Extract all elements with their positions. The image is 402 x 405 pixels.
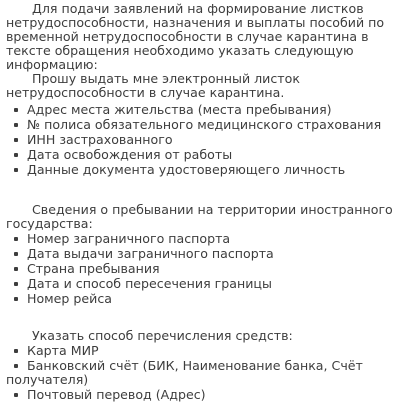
intro-line: временной нетрудоспособности в случае карантина в: [6, 29, 369, 44]
bullet-icon: [14, 153, 18, 157]
list-item: [27, 359, 363, 373]
bullet-icon: [14, 252, 18, 256]
payment-heading: Указать способ перечисления средств:: [32, 328, 293, 343]
list-item: [27, 232, 230, 246]
bullet-icon: [14, 349, 18, 353]
abroad-heading-line: государства:: [6, 216, 93, 231]
bullet-icon: [14, 393, 18, 397]
list-item-text: Банковский счёт (БИК, Наименование банка, Счёт: [27, 358, 363, 373]
list-item-text: Почтовый перевод (Адрес): [27, 387, 206, 402]
list-item-text: Номер заграничного паспорта: [27, 231, 231, 246]
bullet-icon: [14, 138, 18, 142]
intro-line: информацию:: [6, 57, 98, 72]
bullet-icon: [14, 297, 18, 301]
list-item: [27, 388, 206, 402]
list-item-text: Дата освобождения от работы: [27, 147, 233, 162]
list-item-text: Номер рейса: [27, 291, 112, 306]
list-item-continuation: получателя): [6, 372, 89, 387]
list-item: [27, 247, 274, 261]
request-line: нетрудоспособности в случае карантина.: [6, 85, 285, 100]
bullet-icon: [14, 267, 18, 271]
list-item: [27, 103, 332, 117]
intro-line: тексте обращения необходимо указать следующую: [6, 43, 354, 58]
list-item-text: Дата и способ пересечения границы: [27, 276, 272, 291]
bullet-icon: [14, 168, 18, 172]
list-item-text: ИНН застрахованного: [27, 132, 173, 147]
intro-line: Для подачи заявлений на формирование листков: [32, 1, 364, 16]
bullet-icon: [14, 123, 18, 127]
list-item: [27, 292, 112, 306]
request-line: Прошу выдать мне электронный листок: [32, 71, 300, 86]
list-item-text: № полиса обязательного медицинского страхования: [27, 117, 382, 132]
list-item-text: Адрес места жительства (места пребывания): [27, 102, 332, 117]
list-item: [27, 163, 345, 177]
list-item-text: Дата выдачи заграничного паспорта: [27, 246, 274, 261]
list-item-text: Данные документа удостоверяющего личность: [27, 162, 346, 177]
intro-line: нетрудоспособности, назначения и выплаты пособий по: [6, 15, 385, 30]
list-item: [27, 344, 99, 358]
bullet-icon: [14, 108, 18, 112]
list-item-text: Карта МИР: [27, 343, 99, 358]
list-item: [27, 148, 232, 162]
bullet-icon: [14, 282, 18, 286]
list-item: [27, 133, 173, 147]
list-item-text: Страна пребывания: [27, 261, 160, 276]
bullet-icon: [14, 237, 18, 241]
abroad-heading-line: Сведения о пребывании на территории иностранного: [32, 202, 393, 217]
bullet-icon: [14, 364, 18, 368]
list-item: [27, 277, 272, 291]
list-item: [27, 118, 381, 132]
list-item: [27, 262, 160, 276]
